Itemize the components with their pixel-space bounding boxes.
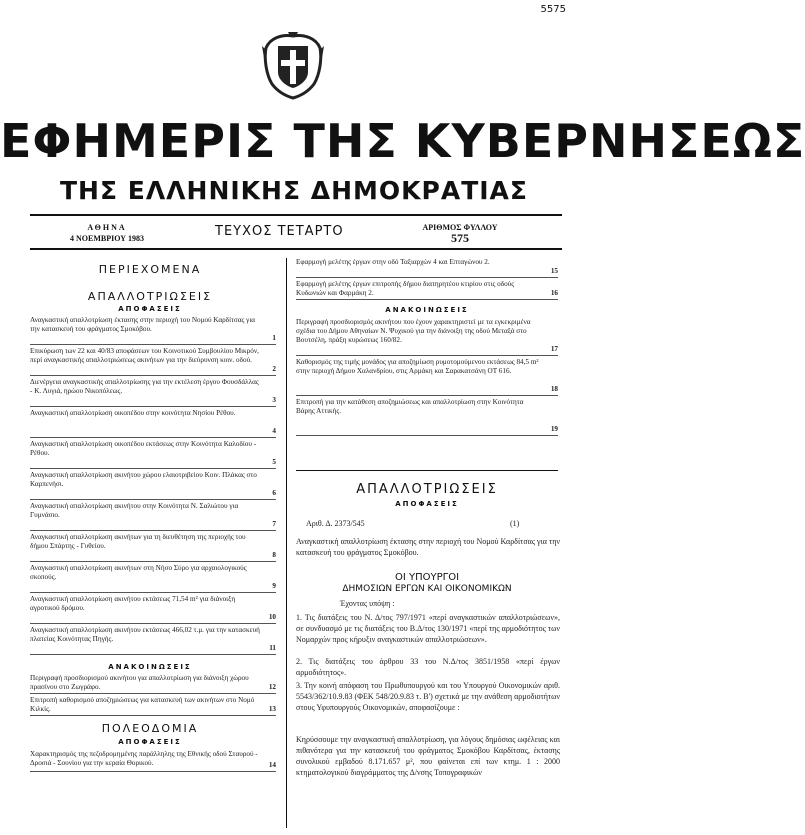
contents-entry[interactable] — [30, 533, 276, 560]
entry-divider — [30, 375, 276, 376]
contents-entry-page: 16 — [550, 288, 558, 297]
entry-divider — [296, 355, 558, 356]
contents-entry[interactable] — [30, 471, 276, 498]
entry-divider — [30, 437, 276, 438]
contents-entry-page: 1 — [272, 333, 276, 342]
contents-entry-text: Αναγκαστική απαλλοτρίωση ακινήτου χώρου ελαιοτριβείου Κοιν. Πλάκας στο Καρπενήσι. — [30, 471, 257, 489]
contents-entry-text: Περιγραφή προσδιορισμός ακινήτου που έχουν χαρακτηριστεί με τα εγκεκριμένα σχέδια του Δήμου Αθηναίων Ν. Ψυχικού για την διάνοιξη της οδού Μεταξά στο Βουτσέλη, πράξη κυρώσεως 160/82. — [296, 318, 531, 345]
entry-divider — [30, 344, 276, 345]
contents-entry[interactable] — [296, 358, 558, 394]
contents-entry[interactable] — [296, 280, 558, 298]
contents-entry-page: 14 — [268, 760, 276, 769]
contents-entry-text: Επικύρωση των 22 και 40/83 αποφάσεων του Κοινοτικού Συμβουλίου Μικρόν, περί αναγκαστικής απαλλοτριώσεως ακινήτων για την διεύρυνση κοιν. οδού. — [30, 347, 259, 365]
contents-entry[interactable] — [30, 696, 276, 714]
section-expropriations: ΑΠΑΛΛΟΤΡΙΩΣΕΙΣ — [87, 290, 213, 303]
main-section-title: ΑΠΑΛΛΟΤΡΙΩΣΕΙΣ — [356, 482, 498, 497]
ministers-line-1: ΟΙ ΥΠΟΥΡΓΟΙ — [394, 572, 460, 583]
contents-entry-text: Επιτροπή καθορισμού αποζημιώσεως για κατασκευή των ακινήτων στο Νομό Κιλκίς. — [30, 696, 255, 714]
entry-divider — [30, 592, 276, 593]
contents-entry[interactable] — [30, 347, 276, 374]
contents-entry[interactable] — [30, 595, 276, 622]
place: ΑΘΗΝΑ — [87, 223, 127, 232]
contents-entry-text: Επιτροπή για την κατάθεση αποζημιώσεως και απαλλοτρίωση στην Κοινότητα Βάρης Αττικής. — [296, 398, 524, 416]
decision-intro: Αναγκαστική απαλλοτρίωση έκτασης στην περιοχή του Νομού Καρδίτσας για την κατασκευή του φράγματος Σμοκόβου. — [296, 537, 560, 557]
entry-divider — [296, 395, 558, 396]
page-number: 5575 — [540, 4, 566, 15]
contents-entry-page: 13 — [268, 704, 276, 713]
contents-entry-text: Αναγκαστική απαλλοτρίωση οικοπέδου στην κοινότητα Νησίου Ρέθου. — [30, 409, 236, 417]
contents-entry[interactable] — [30, 316, 276, 343]
contents-entry-page: 5 — [272, 457, 276, 466]
issue-date: 4 ΝΟΕΜΒΡΙΟΥ 1983 — [69, 234, 144, 243]
entry-divider — [30, 406, 276, 407]
top-divider — [30, 214, 562, 216]
contents-entry-page: 12 — [268, 682, 276, 691]
contents-entry[interactable] — [30, 564, 276, 591]
contents-entry-text: Περιγραφή προσδιορισμού ακινήτου για απαλλοτρίωση για διάνοιξη χώρου πρασίνου στο Ζωγράφο. — [30, 674, 249, 692]
entry-divider — [30, 530, 276, 531]
contents-entry[interactable] — [30, 750, 276, 770]
contents-entry-text: Αναγκαστική απαλλοτρίωση έκτασης στην περιοχή του Νομού Καρδίτσας για την κατασκευή του φράγματος Σμοκόβου. — [30, 316, 256, 334]
right-announcements: ΑΝΑΚΟΙΝΩΣΕΙΣ — [385, 306, 469, 314]
coat-of-arms-emblem — [262, 28, 324, 100]
contents-entry-text: Καθορισμός της τιμής μονάδος για αποζημίωση ρυμοτομούμενου εκτάσεως 84,5 m² στην περιοχή Δήμου Χαλανδρίου, στις Αρμάκη και Σαρακατσάνη ΟΤ 616. — [296, 358, 539, 376]
contents-entry[interactable] — [30, 626, 276, 653]
header-divider — [30, 248, 562, 250]
entry-divider — [30, 771, 276, 772]
contents-entry[interactable] — [30, 674, 276, 692]
having-regard: Έχοντας υπόψη : — [340, 599, 395, 608]
paragraph-4: Κηρύσσουμε την αναγκαστική απαλλοτρίωση, για λόγους δημόσιας ωφέλειας και πιθανότερα για την κατασκευή του φράγματος Σμοκόβου Καρδίτσας, έκτασης συνολικού εμβαδού 8.171.657 μ², που φαίνεται επί των κτημ. 1 : 2000 κτηματολογικού διαγράμματος της Δ/νσης Τοπογραφικών — [296, 735, 560, 777]
section-decisions-2: ΑΠΟΦΑΣΕΙΣ — [118, 738, 182, 746]
contents-entry[interactable] — [30, 502, 276, 529]
contents-entry-text: Αναγκαστική απαλλοτρίωση οικοπέδου εκτάσεως στην Κοινότητα Καλοδίου - Ρέθου. — [30, 440, 257, 458]
entry-divider — [296, 435, 558, 436]
contents-entry-page: 8 — [272, 550, 276, 559]
section-town-planning: ΠΟΛΕΟΔΟΜΙΑ — [101, 722, 199, 735]
contents-entry-page: 15 — [550, 266, 558, 275]
newspaper-subtitle: ΤΗΣ ΕΛΛΗΝΙΚΗΣ ΔΗΜΟΚΡΑΤΙΑΣ — [60, 176, 528, 205]
issue-label: ΤΕΥΧΟΣ ΤΕΤΑΡΤΟ — [215, 224, 344, 239]
contents-entry-page: 9 — [272, 581, 276, 590]
contents-entry[interactable] — [30, 378, 276, 405]
contents-entry[interactable] — [30, 440, 276, 467]
contents-title: ΠΕΡΙΕΧΟΜΕΝΑ — [98, 263, 202, 276]
contents-entry-page: 2 — [272, 364, 276, 373]
contents-entry-text: Εφαρμογή μελέτης έργων στην οδό Ταξιαρχών 4 και Επταγώνου 2. — [296, 258, 490, 266]
contents-entry[interactable] — [296, 258, 558, 276]
right-divider — [296, 470, 558, 471]
entry-divider — [30, 561, 276, 562]
contents-entry-page: 18 — [550, 384, 558, 393]
sheet-label: ΑΡΙΘΜΟΣ ΦΥΛΛΟΥ — [422, 223, 498, 232]
paragraph-3: 3. Την κοινή απόφαση του Πρωθυπουργού και του Υπουργού Οικονομικών αριθ. 5543/362/10.9.83 (ΦΕΚ 548/20.9.83 τ. Β') σχετικά με την ανάθεση αρμοδιοτήτων στους Υφυπουργούς Οικονομικών, αποφασίζουμε : — [296, 681, 560, 712]
contents-entry-text: Εφαρμογή μελέτης έργων επιτροπής δήμου διατηρητέου κτιρίου στις οδούς Κυδωνιών και Φαρμάκη 2. — [296, 280, 515, 298]
contents-entry-text: Χαρακτηρισμός της πεζοδρομημένης παράλληλης της Εθνικής οδού Σταυρού - Δροσιά - Σουνίου για την κεραία Θορικού. — [30, 750, 258, 768]
column-divider — [286, 258, 287, 828]
entry-divider — [30, 693, 276, 694]
ministers-line-2: ΔΗΜΟΣΙΩΝ ΕΡΓΩΝ ΚΑΙ ΟΙΚΟΝΟΜΙΚΩΝ — [342, 584, 512, 594]
contents-entry-text: Αναγκαστική απαλλοτρίωση ακινήτων για τη διευθέτηση της περιοχής του δήμου Σπάρτης - Γυθείου. — [30, 533, 246, 551]
decision-reference: Αριθ. Δ. 2373/545 — [306, 519, 365, 528]
contents-entry-page: 6 — [272, 488, 276, 497]
contents-entry-text: Αναγκαστική απαλλοτρίωση ακινήτου στην Κοινότητα Ν. Σαλιώτου για Γυμνάσιο. — [30, 502, 239, 520]
section-decisions: ΑΠΟΦΑΣΕΙΣ — [118, 305, 182, 313]
contents-entry[interactable] — [296, 318, 558, 354]
contents-entry-text: Αναγκαστική απαλλοτρίωση ακινήτων στη Νήσο Σύρο για αρχαιολογικούς σκοπούς. — [30, 564, 247, 582]
paragraph-1: 1. Τις διατάξεις του Ν. Δ/τος 797/1971 «περί αναγκαστικών απαλλοτριώσεων», σε συνδυασμό με τις διατάξεις του Β.Δ/τος 130/1971 «περί της αρμοδιότητος των Νομαρχών προς κήρυξιν αναγκαστικών απαλλοτριώσεων». — [296, 613, 560, 644]
paragraph-2: 2. Τις διατάξεις του άρθρου 33 του Ν.Δ/τος 3851/1958 «περί έργων αρμοδιότητος». — [296, 657, 560, 677]
contents-entry-page: 11 — [269, 643, 276, 652]
contents-entry-text: Διενέργεια αναγκαστικής απαλλοτρίωσης για την εκτέλεση έργου Φουσδάλλας - Κ. Λυγιά, ηρώου Νικοπόλεως. — [30, 378, 259, 396]
entry-divider — [296, 299, 558, 300]
contents-entry-page: 3 — [272, 395, 276, 404]
entry-divider — [30, 499, 276, 500]
contents-entry-text: Αναγκαστική απαλλοτρίωση ακινήτου εκτάσεως 466,02 τ.μ. για την κατασκευή πλατείας Κοινότητας Πηγής. — [30, 626, 260, 644]
decision-number: (1) — [510, 519, 520, 528]
sheet-info — [410, 222, 510, 244]
entry-divider — [30, 623, 276, 624]
sheet-number: 575 — [451, 231, 469, 245]
contents-entry-page: 17 — [550, 344, 558, 353]
contents-entry-page: 19 — [550, 424, 558, 433]
newspaper-title: ΕΦΗΜΕΡΙΣ ΤΗΣ ΚΥΒΕΡΝΗΣΕΩΣ — [0, 114, 805, 168]
main-section-sub: ΑΠΟΦΑΣΕΙΣ — [395, 500, 459, 508]
contents-entry-text: Αναγκαστική απαλλοτρίωση ακινήτου εκτάσεως 71,54 m² για διάνοιξη αγροτικού δρόμου. — [30, 595, 236, 613]
place-date — [52, 222, 162, 244]
contents-entry-page: 7 — [272, 519, 276, 528]
entry-divider — [30, 468, 276, 469]
contents-entry[interactable] — [296, 398, 558, 434]
section-announcements: ΑΝΑΚΟΙΝΩΣΕΙΣ — [108, 663, 192, 671]
contents-entry-page: 10 — [268, 612, 276, 621]
entry-divider — [30, 715, 276, 716]
entry-divider — [30, 654, 276, 655]
contents-entry-page: 4 — [272, 426, 276, 435]
contents-entry[interactable] — [30, 409, 276, 436]
entry-divider — [296, 277, 558, 278]
